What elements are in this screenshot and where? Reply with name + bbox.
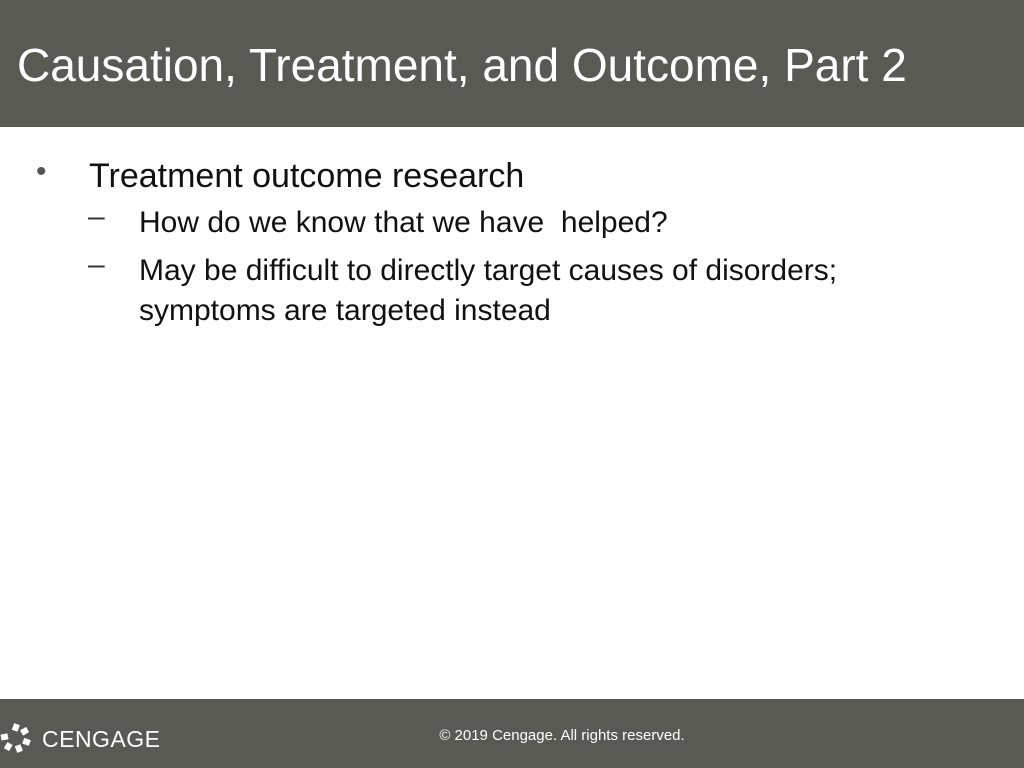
footer-bar	[0, 699, 1024, 768]
sub-bullet-item	[88, 200, 968, 243]
logo-text: CENGAGE	[42, 725, 161, 752]
sub-bullet-marker: –	[88, 200, 105, 233]
bullet-text: Treatment outcome research	[89, 157, 525, 195]
sub-bullet-item	[88, 248, 968, 331]
sub-bullet-text: How do we know that we have helped?	[139, 206, 668, 239]
sub-bullet-marker: –	[88, 248, 105, 281]
copyright-notice: © 2019 Cengage. All rights reserved.	[439, 727, 685, 744]
slide-content	[0, 127, 1024, 699]
sub-bullet-text: May be difficult to directly target causes of disorders; symptoms are targeted instead	[139, 254, 846, 327]
bullet-marker: •	[36, 155, 47, 188]
title-bar	[0, 0, 1024, 127]
slide-title: Causation, Treatment, and Outcome, Part 2	[17, 39, 907, 91]
